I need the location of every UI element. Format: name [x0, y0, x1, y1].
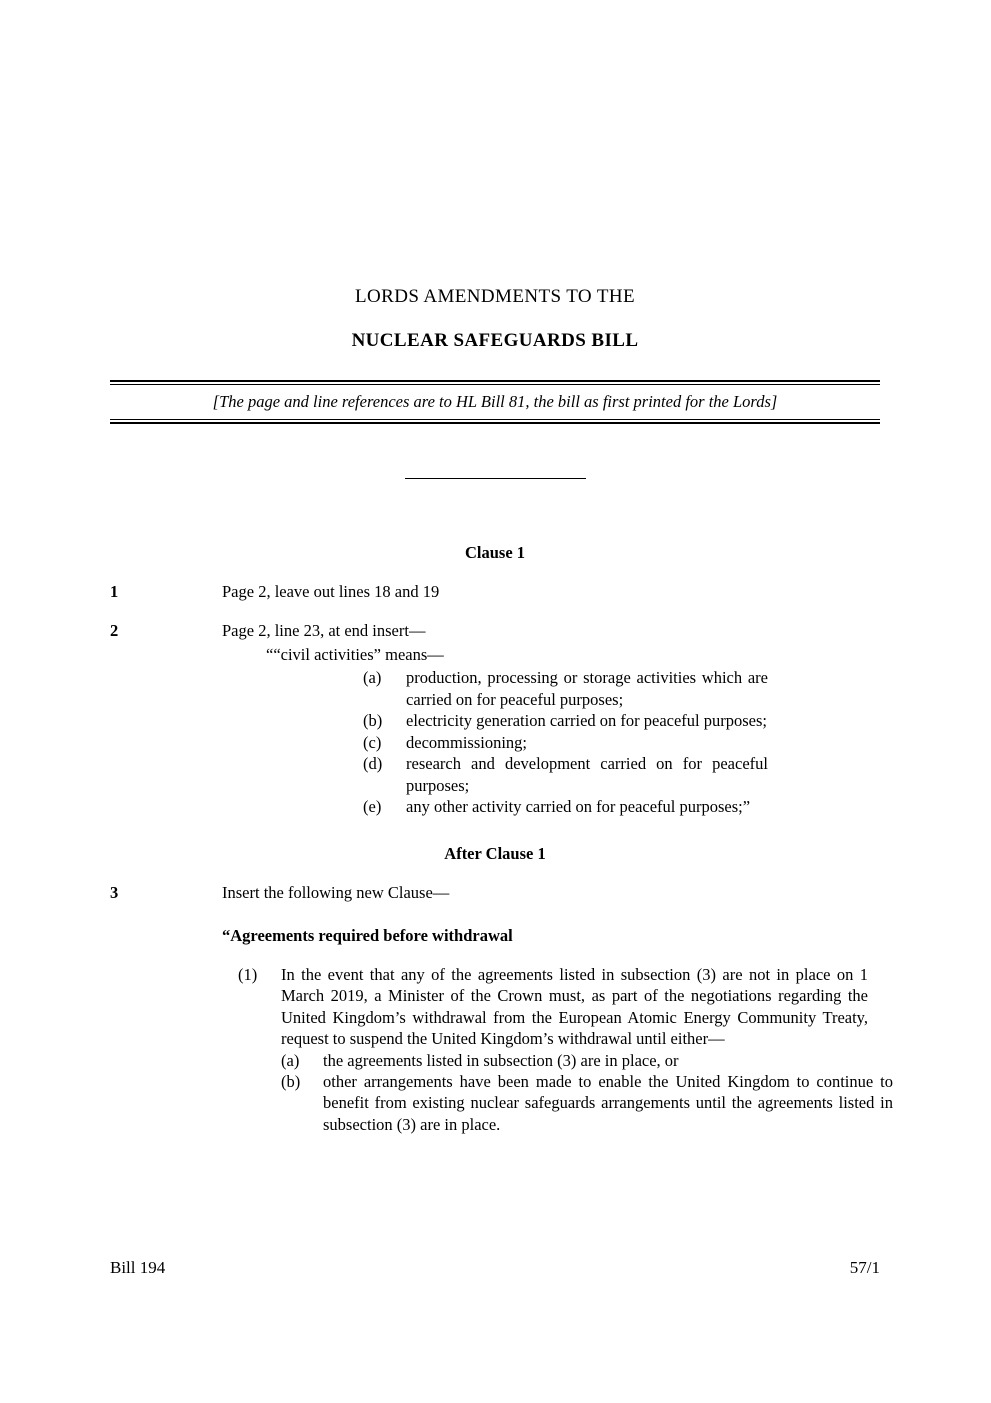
amendment-number: 1 — [110, 581, 119, 601]
amendment-2 — [110, 620, 880, 642]
subsection-text: In the event that any of the agreements listed in subsection (3) are not in place on 1 March 2019, a Minister of the Crown must, as part of the negotiations regarding the United Kingdom’s withdrawal from the European Atomic Energy Community Treaty, request to suspend the United Kingdom’s withdrawal until either— — [281, 964, 868, 1049]
page-footer — [110, 1258, 880, 1278]
list-marker: (c) — [363, 732, 382, 752]
list-marker: (b) — [363, 711, 383, 731]
list-item — [363, 667, 768, 710]
reference-note: [The page and line references are to HL Bill 81, the bill as first printed for the Lords] — [212, 391, 778, 411]
amendment-text: Page 2, line 23, at end insert— — [222, 620, 426, 640]
header-rule-bottom — [110, 419, 880, 423]
document-header — [110, 286, 880, 423]
list-item — [281, 1050, 893, 1071]
list-item — [363, 732, 768, 753]
amendment-text: Insert the following new Clause— — [222, 883, 450, 903]
list-item-text: research and development carried on for peaceful purposes; — [406, 754, 768, 795]
subsection-list — [281, 1050, 893, 1136]
quoted-definition-intro: ““civil activities” means— — [266, 645, 444, 665]
amendment-1 — [110, 581, 880, 603]
list-item-text: decommissioning; — [406, 732, 527, 752]
list-item — [363, 710, 768, 731]
list-item — [363, 796, 768, 817]
list-item — [281, 1071, 893, 1135]
amendment-number: 3 — [110, 883, 119, 903]
list-item-text: any other activity carried on for peaceful purposes;” — [406, 797, 751, 817]
subsection-1 — [238, 964, 893, 1136]
amendment-text: Page 2, leave out lines 18 and 19 — [222, 581, 440, 601]
list-marker: (e) — [363, 797, 382, 817]
section-separator-rule — [405, 478, 586, 479]
list-item-text: production, processing or storage activities which are carried on for peaceful purposes; — [406, 668, 768, 709]
amendment-3 — [110, 882, 880, 904]
section-heading-after-clause-1: After Clause 1 — [444, 844, 546, 864]
amendment-number: 2 — [110, 620, 119, 640]
page-number: 57/1 — [849, 1258, 880, 1277]
list-item — [363, 753, 768, 796]
document-title-line-2: NUCLEAR SAFEGUARDS BILL — [351, 329, 639, 351]
list-marker: (a) — [281, 1050, 300, 1070]
definition-list — [363, 667, 768, 817]
list-marker: (b) — [281, 1072, 301, 1091]
new-clause-title: “Agreements required before withdrawal — [222, 926, 513, 946]
list-item-text: the agreements listed in subsection (3) are in place, or — [323, 1050, 679, 1070]
document-title-line-1: LORDS AMENDMENTS TO THE — [355, 286, 635, 307]
bill-number: Bill 194 — [110, 1258, 166, 1277]
section-heading-clause-1: Clause 1 — [464, 543, 526, 562]
subsection-marker: (1) — [238, 964, 258, 984]
list-item-text: other arrangements have been made to enable the United Kingdom to continue to benefit from existing nuclear safeguards arrangements until the agreements listed in subsection (3) are in place. — [323, 1072, 893, 1134]
list-marker: (d) — [363, 754, 383, 774]
list-item-text: electricity generation carried on for peaceful purposes; — [406, 711, 767, 731]
document-body — [110, 543, 893, 1135]
list-marker: (a) — [363, 668, 382, 688]
